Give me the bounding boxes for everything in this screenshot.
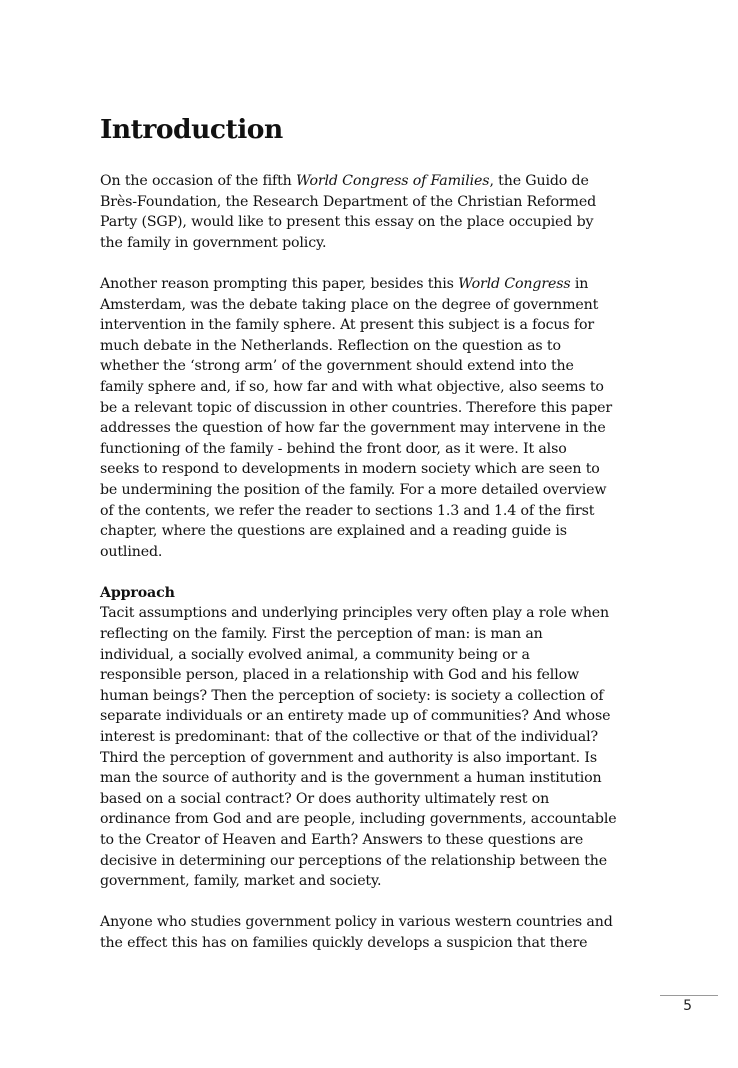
page-number: 5 — [683, 998, 692, 1014]
paragraph-reason-text-start: Another reason prompting this paper, besides this — [100, 275, 459, 292]
paragraph-intro — [100, 171, 648, 253]
paragraph-intro-text-start: On the occasion of the fifth — [100, 173, 297, 189]
page-title: Introduction — [100, 114, 283, 145]
footer-rule — [660, 995, 718, 996]
paragraph-policy: Anyone who studies government policy in various western countries and the effect this has on families quickly develops a suspicion that there — [100, 914, 613, 951]
paragraph-reason-text-end: in Amsterdam, was the debate taking place on the degree of government intervention in the family sphere. At present this subject is a focus for much debate in the Netherlands. Reflection on the question as to whether the ‘strong arm’ of the government should extend into the family sphere and, if so, how far and with what objective, also seems to be a relevant topic of discussion in other countries. Therefore this paper addresses the question of how far the government may intervene in the functioning of the family - behind the front door, as it were. It also seeks to respond to developments in modern society which are seen to be undermining the position of the family. For a more detailed overview of the contents, we refer the reader to sections 1.3 and 1.4 of the first chapter, where the questions are explained and a reading guide is outlined. — [100, 275, 613, 560]
page-body — [100, 110, 648, 954]
paragraph-intro-emphasis: World Congress of Families — [296, 173, 490, 189]
paragraph-reason-emphasis: World Congress — [458, 275, 571, 292]
paragraph-approach: Tacit assumptions and underlying principles very often play a role when reflecting on the family. First the perception of man: is man an individual, a socially evolved animal, a community being or a responsible person, placed in a relationship with God and his fellow human beings? Then the perception of society: is society a collection of separate individuals or an entirety made up of communities? And whose interest is predominant: that of the collective or that of the individual? Third the perception of government and authority is also important. Is man the source of authority and is the government a human institution based on a social contract? Or does authority ultimately rest on ordinance from God and are people, including governments, accountable to the Creator of Heaven and Earth? Answers to these questions are decisive in determining our perceptions of the relationship between the government, family, market and society. — [100, 605, 617, 890]
paragraph-reason — [100, 274, 648, 562]
paragraph-intro-text-end: , the Guido de Brès-Foundation, the Research Department of the Christian Reformed Party (SGP), would like to present this essay on the place occupied by the family in government policy. — [100, 173, 597, 251]
section-heading-approach: Approach — [100, 584, 175, 601]
